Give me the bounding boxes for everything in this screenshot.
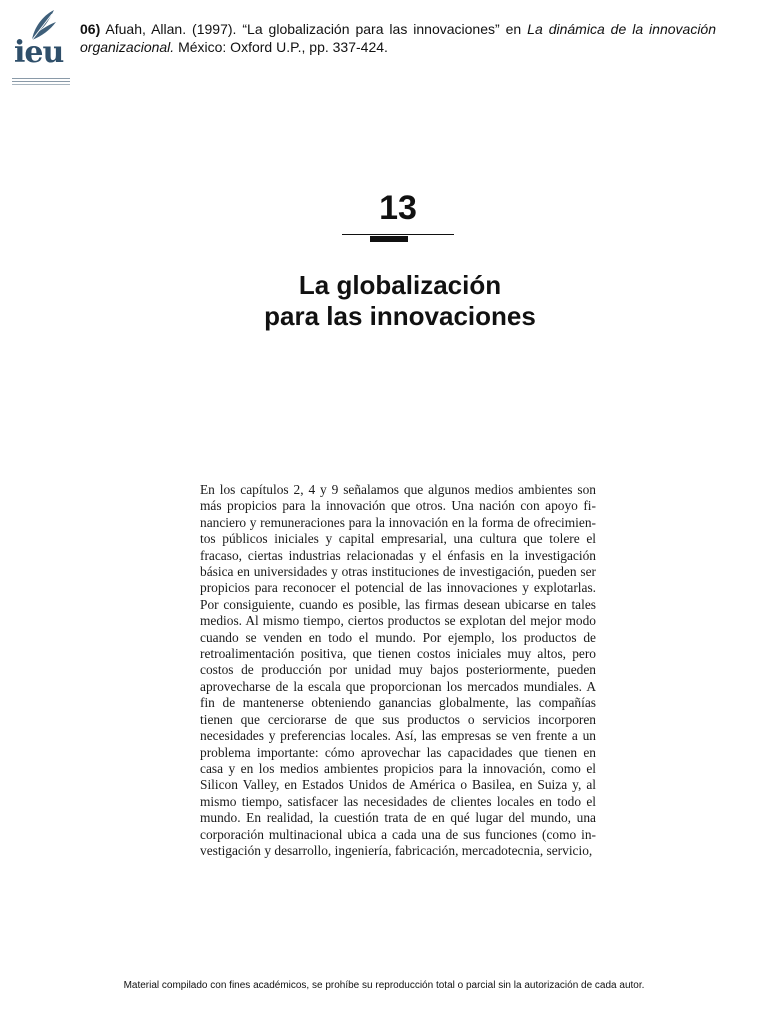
chapter-title-line-2: para las innovaciones xyxy=(264,301,536,331)
logo-subtitle-line xyxy=(12,78,70,82)
chapter-rule-block xyxy=(370,236,408,242)
chapter-number: 13 xyxy=(379,189,417,227)
citation xyxy=(80,20,716,56)
footer-disclaimer: Material compilado con fines académicos, se prohíbe su reproducción total o parcial sin la autorización de cada autor. xyxy=(123,980,645,991)
chapter-title xyxy=(200,270,600,332)
chapter-title-line-1: La globalización xyxy=(298,270,502,300)
citation-publisher: México: Oxford U.P., pp. 337-424. xyxy=(178,39,388,55)
ieu-logo xyxy=(10,8,70,88)
citation-book-title: La dinámica de la innovación organizacional. xyxy=(80,21,716,55)
citation-number: 06) xyxy=(80,21,101,37)
chapter-rule xyxy=(342,234,454,235)
logo-subtitle-line-2 xyxy=(12,84,70,85)
logo-wordmark: ieu xyxy=(14,35,64,70)
citation-authors: Afuah, Allan. (1997). “La globalización para las innovaciones” en xyxy=(105,21,522,37)
body-paragraph: En los capítulos 2, 4 y 9 señalamos que algunos medios ambientes son más propicios para la innovación que otros. Una nación con apoyo financiero y remuneraciones para la innovación en la forma de ofrecimientos públicos iniciales y capital empresarial, una cultura que tolere el fracaso, ciertas industrias relacionadas y el énfasis en la investigación básica en universidades y otras instituciones de investigación, pueden ser propicios para reconocer el potencial de las innovaciones y explotarlas. Por consiguiente, cuando es posible, las firmas desean ubicarse en tales medios. Al mismo tiempo, ciertos productos se explotan del mejor modo cuando se venden en todo el mundo. Por ejemplo, los productos de retroalimentación positiva, que tienen costos iniciales muy altos, pero costos de producción por unidad muy bajos posteriormente, pueden aprovecharse de la escala que proporcionan los mercados mundiales. A fin de mantenerse obteniendo ganancias globalmente, las compañías tienen que cerciorarse de que sus productos o servicios incorporen necesidades y preferencias locales. Así, las empresas se ven frente a un problema importante: cómo aprovechar las capacidades que tienen en casa y en los medios ambientes propicios para la innovación, como el Silicon Valley, en Estados Unidos de América o Basilea, en Suiza y, al mismo tiempo, satisfacer las necesidades de clientes locales en todo el mundo. En realidad, la cuestión trata de en qué lugar del mundo, una corporación multinacional ubica a cada una de sus funciones (como investigación y desarrollo, ingeniería, fabricación, mercadotecnia, servicio, xyxy=(200,482,596,858)
